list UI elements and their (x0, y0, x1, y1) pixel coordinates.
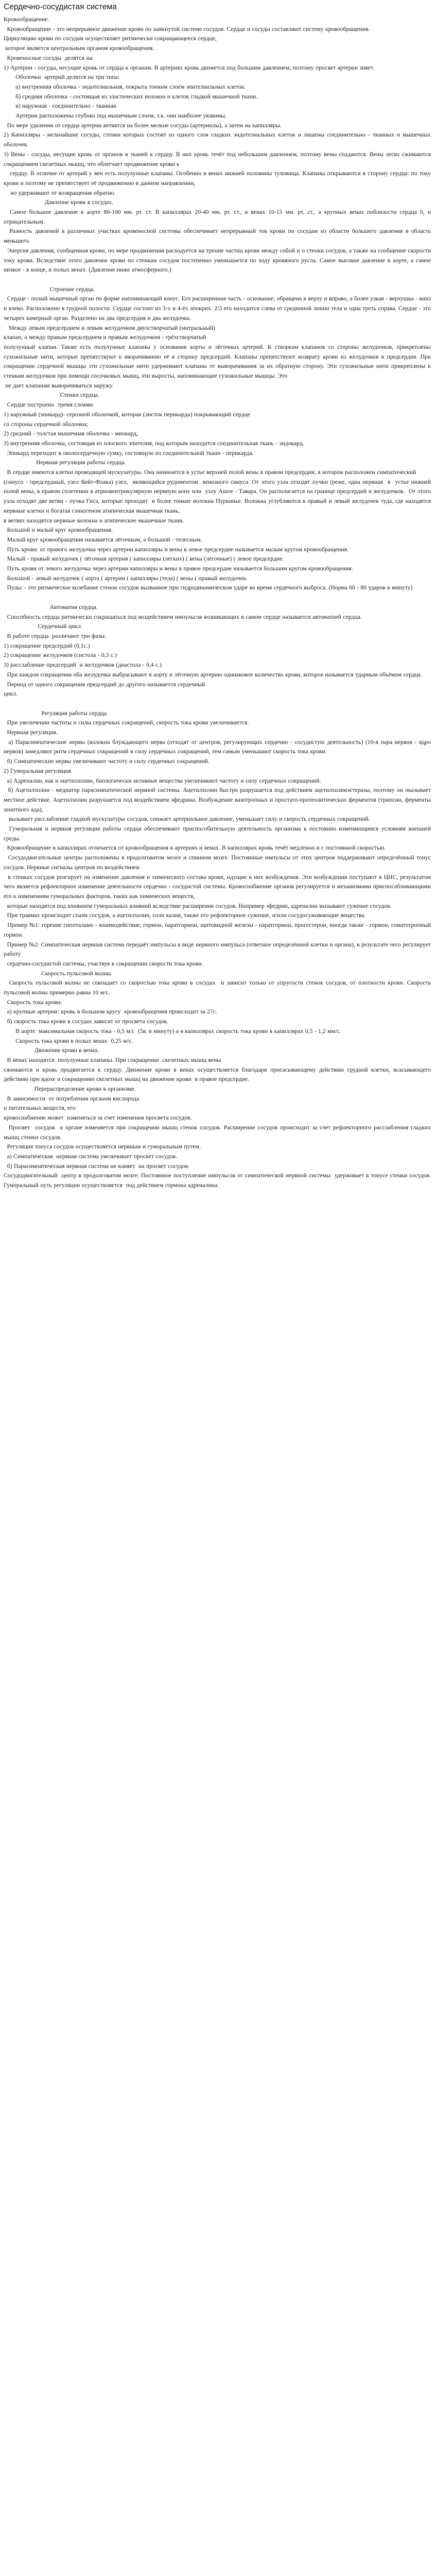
paragraph: б) скорость тока крови в сосудах зависит от просвета сосудов. (4, 1018, 168, 1025)
paragraph: 1) сокращение предсердий (0,1с.) (4, 642, 90, 649)
paragraph: 2) сокращение желудочков (систола - 0,3 с.) (4, 652, 117, 659)
paragraph: 2) Капилляры - мельчайшие сосуды, стенки которых состоят из одного слоя гладких эндотелиальных клеток и лишены соединительно - тканных и мышечных оболочек. (4, 131, 433, 148)
paragraph: сердечно-сосудистой системы, участвуя в сокращении скорости тока крови. (4, 960, 203, 967)
paragraph: Движение крови в венах. (4, 1047, 99, 1054)
paragraph: б) средняя оболочка - состоящая из эластических волокон и клеток гладкой мышечной ткани. (4, 93, 258, 100)
document-body (4, 15, 431, 1191)
paragraph: Кровообращение. (4, 16, 49, 23)
paragraph: 1) наружный (эпикард)- серозной оболочкой, которая (листок перикарда) покрывающий сердце (4, 411, 250, 418)
paragraph: Пример №1: горение гипоталамо - взаимодействие, гормон, паратгормон, щитовидной железы - паратгормон, прогестерон, иногда также - гормон, соматотропный гормон. (4, 922, 433, 938)
page-title: Сердечно-сосудистая система (4, 3, 117, 11)
paragraph: 3) внутренняя оболочка, состоящая из плоского эпителия, под которым находится соединительная ткань - эндокард. (4, 439, 304, 447)
paragraph: Путь крови от левого желудочка через артерии капилляры и вены в правое предсердие называется большим кругом кровообращения. (4, 565, 353, 572)
paragraph: Малый - правый желудочек ( лёгочная артерия ( капилляры (легких) ( вены (лёгочные) ( левое предсердие. (4, 555, 284, 563)
paragraph: кровоснабжение может изменяться за счет изменения просвета сосудов. (4, 1114, 192, 1122)
paragraph: 2) Гуморальная регуляция. (4, 767, 73, 774)
paragraph: а) Симпатическая нервная система увеличивает просвет сосудов. (4, 1153, 178, 1160)
paragraph: и питательных веществ, его (4, 1105, 76, 1112)
paragraph: Давление крови в сосудах. (4, 199, 113, 206)
paragraph: Большой - левый желудочек ( аорта ( артерии ( капилляры (тела) ( вены ( правый желудочек. (4, 574, 248, 582)
paragraph: Период от одного сокращения предсердий до другого называется сердечный (4, 681, 205, 688)
paragraph: Кровообращение - это непрерывное движение крови по замкнутой системе сосудов. Сердце и сосуды составляют систему кровообращения. (4, 25, 370, 32)
paragraph: Сердце - полый мышечный орган по форме напоминающий конус. Его расширенная часть - основание, обращена в верху и вправо, а более узкая - верхушка - вниз и влево. Расположено в грудной полости. Сердце состоит из 3-х и 4-ёх эпокрих. 2/3 его находится слева от срединной линии тела и одна треть справа. Сердце - это четырех камерный орган. Разделено на два предсердия и два желудочка. (4, 295, 433, 321)
paragraph: Просвет сосудов в органе изменяется при сокращении мышц стенок сосудов. Расширение сосудов происходит за счет рефлекторного расслабления гладких мышц стенки сосудов. (4, 1124, 433, 1141)
paragraph: 1) Артерии - сосуды, несущие кровь от сердца к органам. В артериях кровь движется под большим давлением, поэтому просвет артерии зияет. (4, 64, 374, 71)
paragraph: При каждом сокращении оба желудочка выбрасывают в аорту и лёгочную артерию одинаковое количество крови, которое называется ударным объёмом сердца. (4, 671, 423, 678)
paragraph: Путь крови: от правого желудочка через артерии капилляры и вены в левое предсердие называется малым кругом кровообращения. (4, 546, 349, 553)
paragraph: 2) средний - толстая мышечная оболочка - миокард, (4, 430, 138, 437)
paragraph: Энергия давления, сообщенная крови, по мере продвижения расходуется на трение частиц крови между собой и о стенки сосудов, а также на сообщение скорости току крови. Вследствие этого давление крови по стенкам сосудов постепенно уменьшается по ходу кровяного русла. Самое высокое давление в аорте, а самое низкое - в конце, в полых венах. (Давление ниже атмосферного.) (4, 247, 433, 274)
paragraph: Способность сердца ритмически сокращаться под воздействием импульсов возникающих в самом сердце называется автоматией сердца. (4, 613, 362, 620)
paragraph: Самое большое давление в аорте 80-100 мм. рт. ст. В капиллярах 20-40 мм. рт. ст., в венах 10-15 мм. рт. ст., а крупных венах поблизости сердца 0, и отрицательным. (4, 209, 433, 225)
paragraph: Сосудодвигательный центр в продолговатом мозге. Постоянное поступление импульсов от симпатической нервной системы удерживает в тонусе стенки сосудов. Гуморальный путь регуляции осуществляется под действием гормона адреналина. (4, 1172, 433, 1189)
blank-line (4, 593, 431, 603)
paragraph: сжимаются и кровь продвигается к сердцу. Движение крови в венах осуществляется благодаря присасывающему действию грудной клетки, всасывающего действию при вдохе и сокращению скелетных мышц на движение крови в правое предсердие. (4, 1066, 433, 1083)
paragraph: В работе сердца различают три фазы: (4, 633, 107, 639)
paragraph: Разность давлений в различных участках кровеносной системы обеспечивает непрерывный ток крови по сосудам из области большего давления в область меньшего. (4, 228, 433, 245)
paragraph: В зависимости от потребления органом кислорода (4, 1095, 139, 1102)
paragraph: вызывает расслабление гладкой мускулатуры сосудов, снижает артериальное давление, уменьшает силу и скорость сердечных сокращений. (4, 816, 370, 823)
paragraph: в) наружная - соединительно - тканная. (4, 103, 118, 110)
paragraph: (синусо - предсердный, узел Кейт-Флака) узел, являющийся рудиментом венозного синуса. От этого узла отходят пучки (реже, одна нервная в устье нижней полой вены, в правом сплетении в атриовентрикулярную нервную кону или узлу Ашое - Тавара. Он располагается на границе предсердий и желудочков. От этого узла отходят две ветви - пучка Гиса, которые проходят в более тонкие волокна Пуркинье. Волокна углубляются в правый и левый желудочек туда, где находятся нервные клетки и богатая гликогеном атипическая мышечная ткань, (4, 478, 433, 514)
paragraph: Строение сердца. (4, 285, 95, 293)
paragraph: Скорость тока крови: (4, 998, 62, 1006)
paragraph: В венах находятся полулунные клапаны. При сокращении скелетных мышц вены (4, 1056, 221, 1063)
document (0, 0, 436, 1211)
paragraph: Нервная регуляция работы сердца. (4, 459, 126, 466)
paragraph: При увеличении частоты и силы сердечных сокращений, скорость тока крови увеличивается. (4, 719, 249, 726)
paragraph: 3) расслабление предсердий и желудочков (диастола - 0,4 с.) (4, 662, 162, 669)
paragraph: а) Парасимпатические нервы (волокна блуждающего нерва (отходят от центров, регулирующих сердечно - сосудистую деятельность) (10-я пара нервов - ядро нервов) замедляют ритм сердечных сокращений и силу сердечных сокращений, тем самым уменьшают скорость тока крови. (4, 738, 433, 755)
paragraph: По мере удаления от сердца артерии ветвятся на более мелкие сосуды (артериолы), а затем на капилляры. (4, 122, 282, 129)
paragraph: цикл. (4, 690, 18, 698)
paragraph: Сердечный цикл. (4, 623, 82, 630)
paragraph: Скорость тока крови в полых венах 0,25 м/с. (4, 1037, 133, 1044)
paragraph: Стенки сердца. (4, 392, 99, 399)
paragraph: В аорте максимальная скорость тока - 0,5 м/с (5в. в минуту) а в капиллярах скорость тока крови в капиллярах 0,5 - 1,2 мм/с. (4, 1027, 341, 1035)
blank-line (4, 275, 431, 285)
paragraph: Большой и малый круг кровообращения. (4, 527, 113, 534)
paragraph: Кровообращение в капиллярах отличается от кровообращения в артериях и венах. В капиллярах кровь течёт медленно и с постоянной скоростью. (4, 844, 386, 852)
paragraph: Скорость пульсовой волны не совпадает со скоростью тока крови в сосудах и зависит только от упругости стенок сосудов, от плотности крови. Скорость пульсовой волны примерно равна 10 м/с. (4, 979, 433, 996)
paragraph: б) Ацетилхолин - медиатор парасимпатической нервной системы. Ацетилхолин быстро разрушается под действием ацетилхолинэстеразы, поэтому он оказывает местное действие. Ацетилхолин разрушается под воздействием эфедрина. Возбуждение вазотропных и простато-протеолитических ферментов (трипсин, ферменты зенитного яда), (4, 787, 433, 813)
paragraph: но удерживают от возвращения обратно. (4, 189, 116, 196)
paragraph: В сердце имеются клетки проводящей мускулатуры. Она начинается в устье верхней полой вены в правом предсердии, в котором расположен симпатический (4, 469, 416, 476)
paragraph: Скорость пульсовой волны. (4, 970, 113, 977)
paragraph: Пример №2: Симпатическая нервная система передаёт импульсы в виде нервного импульса (ответное определённой клетки и органа), в результате чего регулирует работу (4, 941, 433, 958)
blank-line (4, 699, 431, 709)
paragraph: сердцу. В отличие от артерий у вен есть полулунные клапаны. Особенно в венах нижней половины туловища. Клапаны открываются в сторону сердца: по току крови и поэтому не препятствует её продвижению в данном направлении, (4, 170, 433, 187)
paragraph: которое является центральным органом кровообращения. (4, 45, 154, 52)
paragraph: б) Парасимпатическая нервная система не влияет на просвет сосудов. (4, 1162, 189, 1170)
paragraph: Эпикард переходит в околосердечную сумку, состоящую из соединительной ткани - перикарда. (4, 449, 254, 456)
paragraph: б) Симпатические нервы увеличивают частоту и силу сердечных сокращений. (4, 758, 210, 765)
paragraph: в ветвях находятся нервные волокна и атипические мышечные ткани. (4, 517, 184, 524)
paragraph: Кровеносные сосуды делятся на: (4, 54, 94, 61)
paragraph: Артерии расположены глубоко под мышечным слоем, т.к. они наиболее уязвимы. (4, 112, 227, 120)
paragraph: которые находятся под влиянием гуморальных влияний вследствие расширения сосудов. Например эфедрин, адреналин вызывают сужение сосудов. (4, 902, 392, 909)
paragraph: в стенках сосудов реагирует на изменение давления и химического состава крови, идущие в них возбуждения. Эти возбуждения поступают в ЦНС, результатом чего является рефлекторное изменение деятельности сердечно - сосудистой системы. Кровоснабжение органов регулируется и механизмами приспосабливающими его к изменениям гуморальных факторов, таких как химических веществ, (4, 873, 433, 900)
paragraph: Гуморальная и нервная регуляция работы сердца обеспечивают приспособительную деятельность организма к постоянно изменяющимся условиям внешней среды. (4, 825, 433, 842)
paragraph: Сердце построено тремя слоями: (4, 401, 95, 409)
paragraph: а) Адреналин, как и ацетилхолин, биологически активные вещества увеличивают частоту и силу сердечных сокращений. (4, 777, 321, 784)
paragraph: Перераспределение крови в организме. (4, 1086, 136, 1093)
paragraph: Оболочки артерий делятся на три типа: (4, 74, 119, 81)
paragraph: а) внутренняя оболочка - эндотелиальная, покрыта тонким слоем эпителиальных клеток. (4, 83, 246, 90)
paragraph: а) крупные артерии: кровь в большом кругу кровообращения происходит за 27с. (4, 1008, 217, 1015)
paragraph: 3) Вены - сосуды, несущие кровь от органов и тканей к сердцу. В них кровь течёт под небольшим давлением, поэтому вены спадаются. Вены легко сжимаются сокращением скелетных мышц, что облегчает продвижение крови к (4, 150, 433, 167)
paragraph: Регуляция работы сердца. (4, 709, 108, 717)
paragraph: клапан, а между правым предсердием и правым желудочком - трёхстворчатый (4, 334, 206, 341)
paragraph: Между левым предсердием и левым желудочком двухстворчатый (митральный) (4, 324, 215, 331)
paragraph: Циркуляцию крови по сосудам осуществляет ритмически сокращающееся сердце, (4, 35, 217, 42)
paragraph: не дает клапанам выворачиваться наружу. (4, 382, 114, 389)
paragraph: Автоматия сердца. (4, 603, 98, 611)
paragraph: Пульс - это ритмическое колебание стенок сосудов вызванное при гидродинамическом ударе во время сердечного выброса. (Норма 60 - 80 ударов в минуту) (4, 584, 413, 591)
paragraph: Малый круг кровообращения называется лёгочным, а большой - телесным. (4, 536, 202, 543)
paragraph: Сосудодвигательные центры расположены в продолговатом мозге и спинном мозге. Постоянные импульсы от этих центров поддерживают определённый тонус сосудов. Нервные сигналы центров по воздействием (4, 854, 433, 871)
paragraph: Регуляция тонуса сосудов осуществляется нервным и гуморальным путем. (4, 1143, 201, 1150)
paragraph: полулунный клапан. Также есть полулунные клапаны у основания аорты и лёгочных артерий. К створкам клапанов со стороны желудочков, прикреплены сухожильные нити, которые препятствуют к вворачиванию её в сторону предсердий. Клапаны препятствуют возврату крови из желудочков в предсердия. При сокращении сердечной мышцы эти сухожильные нити удерживают клапаны от выворачивания за их обратную сторону. Эти сухожильные нити прикреплены к стенкам желудочков при помощи сосочковых мышц, эти выросты, напоминающие сухожильные мышцы. Это (4, 343, 433, 380)
paragraph: Нервная регуляция. (4, 729, 58, 736)
paragraph: При травмах происходит спазм сосудов, а ацетилхолин, соли калия, также его рефлекторное сужение, и/или сосудосуживающие вещества. (4, 912, 366, 919)
paragraph: со стороны сердечной оболочки; (4, 420, 88, 428)
